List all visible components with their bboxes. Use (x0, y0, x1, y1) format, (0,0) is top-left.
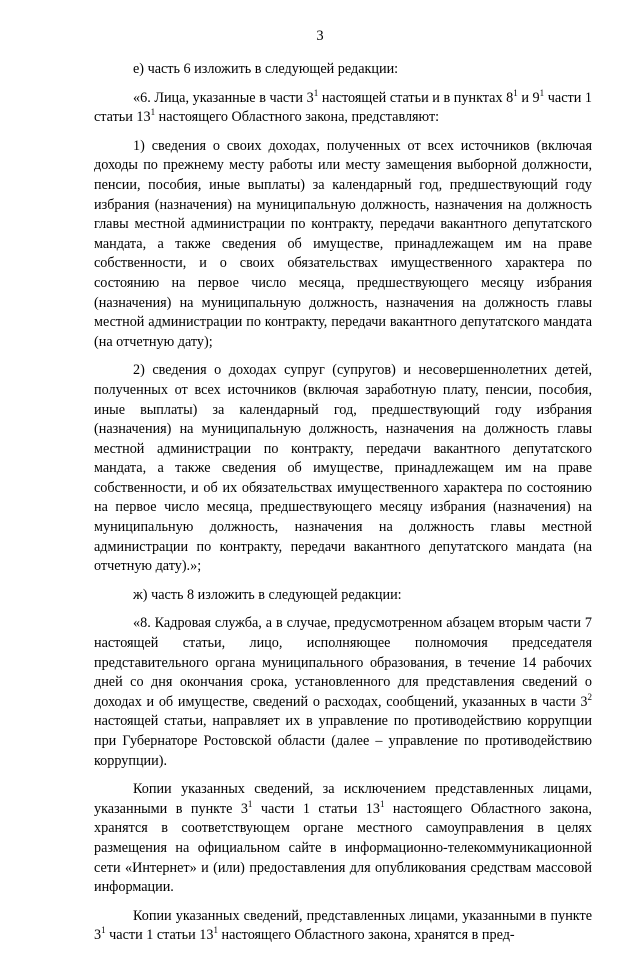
paragraph (94, 361, 592, 577)
superscript: 1 (150, 107, 156, 118)
paragraph-text: е) часть 6 изложить в следующей редакции: (133, 61, 399, 77)
paragraph (94, 780, 592, 898)
paragraph (94, 614, 592, 771)
paragraph-text: «8. Кадровая служба, а в случае, предусмотренном абзацем вторым части 7 настоящей статьи, лицо, исполняющее полномочия председателя представительного органа муниципального образования, в течение 14 рабочих дней со дня окончания срока, установленного для представления сведений о доходах и об имуществе, сведений о расходах, сообщений, указанных в части 3 (94, 615, 592, 710)
superscript: 1 (101, 925, 106, 936)
paragraph-text: Копии указанных сведений, за исключением представленных лицами, указанными в пункте 3 (94, 781, 592, 817)
paragraph-text: части 1 статьи 13 (252, 800, 380, 817)
paragraph-text: «6. Лица, указанные в части 3 (133, 89, 314, 106)
paragraph-text: 1) сведения о своих доходах, полученных от всех источников (включая доходы по прежнему месту работы или месту замещения выборной должности, пенсии, пособия, иные выплаты) за календарный год, предшествующий году избрания (назначения) на муниципальную должность, назначения на должность главы местной администрации по контракту, передачи вакантного депутатского мандата, а также сведения об имуществе, принадлежащем им на праве собственности, и о своих обязательствах имущественного характера по состоянию на первое число месяца, предшествующего месяцу избрания (назначения) на муниципальную должность, назначения на должность главы местной администрации по контракту, передачи вакантного депутатского мандата (на отчетную дату); (94, 137, 592, 350)
paragraph (94, 907, 592, 946)
superscript: 1 (513, 87, 518, 98)
paragraph-text: настоящего Областного закона, хранятся в соответствующем органе местного самоуправления в целях размещения на официальном сайте в информационно-телекоммуникационной сети «Интернет» и (или) предоставления для опубликования средствам массовой информации. (94, 800, 592, 896)
paragraph-text: и 9 (517, 89, 540, 106)
paragraph-text: настоящего Областного закона, хранятся в пред- (217, 927, 515, 944)
superscript: 1 (379, 798, 385, 809)
paragraph-text: Копии указанных сведений, представленных лицами, указанными в пункте 3 (94, 907, 592, 944)
superscript: 1 (313, 87, 319, 98)
superscript: 1 (247, 798, 253, 809)
paragraph (94, 89, 592, 128)
paragraph (94, 137, 592, 353)
paragraph (94, 60, 592, 80)
superscript: 2 (587, 691, 592, 702)
superscript: 1 (213, 925, 218, 936)
paragraph-text: настоящей статьи, направляет их в управление по противодействию коррупции при Губернаторе Ростовской области (далее – управление по противодействию коррупции). (94, 713, 592, 769)
paragraph-text: настоящей статьи и в пунктах 8 (318, 89, 514, 106)
paragraph-text: ж) часть 8 изложить в следующей редакции: (133, 586, 402, 603)
paragraph (94, 586, 592, 606)
superscript: 1 (539, 87, 545, 98)
document-body (94, 60, 592, 955)
paragraph-text: части 1 статьи 13 (94, 89, 592, 126)
paragraph-text: 2) сведения о доходах супруг (супругов) и несовершеннолетних детей, полученных от всех источников (включая заработную плату, пенсии, пособия, иные выплаты) за календарный год, предшествующий году избрания (назначения) на муниципальную должность, назначения на должность главы местной администрации по контракту, передачи вакантного депутатского мандата, а также сведения об имуществе, принадлежащем им на праве собственности, и об их обязательствах имущественного характера по состоянию на первое число месяца, предшествующего месяцу избрания (назначения) на муниципальную должность, назначения на должность главы местной администрации по контракту, передачи вакантного депутатского мандата (на отчетную дату).»; (94, 362, 592, 575)
paragraph-text: части 1 статьи 13 (105, 927, 214, 944)
page-number: 3 (316, 28, 324, 44)
paragraph-text: настоящего Областного закона, представляют: (155, 109, 440, 126)
